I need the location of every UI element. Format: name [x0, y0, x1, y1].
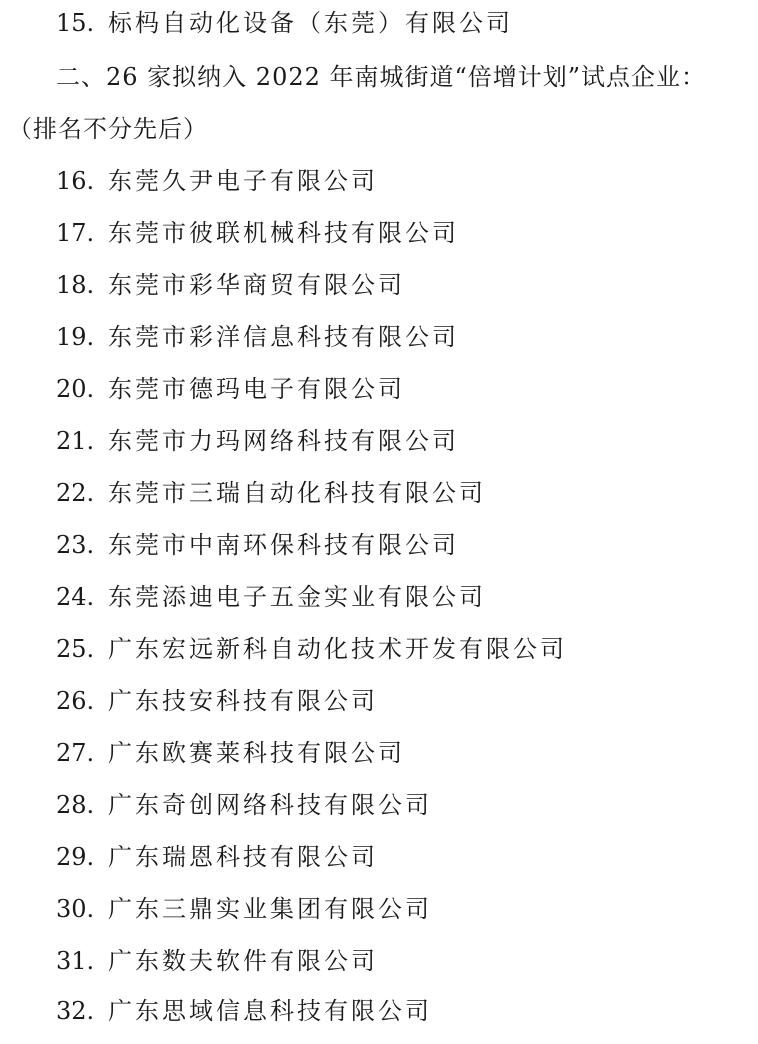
- company-name: 东莞市中南环保科技有限公司: [108, 531, 459, 559]
- item-number: 17.: [56, 219, 95, 247]
- list-item: [56, 946, 378, 976]
- company-name: 广东奇创网络科技有限公司: [108, 791, 432, 819]
- list-item: [56, 218, 459, 248]
- list-item: [56, 478, 486, 508]
- item-number: 25.: [56, 635, 95, 663]
- list-item: [56, 996, 432, 1026]
- section-subheading: （排名不分先后）: [8, 115, 208, 143]
- item-number: 26.: [56, 687, 95, 715]
- company-name: 东莞市力玛网络科技有限公司: [108, 427, 459, 455]
- list-item: [56, 166, 378, 196]
- item-number: 28.: [56, 791, 95, 819]
- list-item: [56, 634, 567, 664]
- list-item: [56, 270, 405, 300]
- item-number: 21.: [56, 427, 95, 455]
- company-name: 广东技安科技有限公司: [108, 687, 378, 715]
- company-name: 东莞市彼联机械科技有限公司: [108, 219, 459, 247]
- list-item: [56, 842, 378, 872]
- list-item: [56, 426, 459, 456]
- company-name: 东莞市彩洋信息科技有限公司: [108, 323, 459, 351]
- item-number: 27.: [56, 739, 95, 767]
- company-name: 东莞久尹电子有限公司: [108, 167, 378, 195]
- section-heading: 二、26 家拟纳入 2022 年南城街道“倍增计划”试点企业：: [56, 63, 707, 91]
- list-item: [56, 894, 432, 924]
- list-item: [56, 686, 378, 716]
- item-number: 23.: [56, 531, 95, 559]
- company-name: 东莞市德玛电子有限公司: [108, 375, 405, 403]
- item-number: 30.: [56, 895, 95, 923]
- company-name: 广东欧赛莱科技有限公司: [108, 739, 405, 767]
- company-name: 标杩自动化设备（东莞）有限公司: [108, 9, 513, 37]
- list-item: [56, 582, 486, 612]
- item-number: 19.: [56, 323, 95, 351]
- company-name: 广东数夫软件有限公司: [108, 947, 378, 975]
- company-name: 东莞市三瑞自动化科技有限公司: [108, 479, 486, 507]
- item-number: 32.: [56, 997, 95, 1025]
- item-number: 16.: [56, 167, 95, 195]
- company-name: 东莞添迪电子五金实业有限公司: [108, 583, 486, 611]
- company-name: 广东思域信息科技有限公司: [108, 997, 432, 1025]
- item-number: 29.: [56, 843, 95, 871]
- item-number: 31.: [56, 947, 95, 975]
- item-number: 20.: [56, 375, 95, 403]
- list-item: [56, 738, 405, 768]
- item-number: 15.: [56, 9, 95, 37]
- item-number: 24.: [56, 583, 95, 611]
- list-item: [56, 790, 432, 820]
- item-number: 22.: [56, 479, 95, 507]
- company-name: 广东宏远新科自动化技术开发有限公司: [108, 635, 567, 663]
- list-item: [56, 322, 459, 352]
- company-name: 广东瑞恩科技有限公司: [108, 843, 378, 871]
- item-number: 18.: [56, 271, 95, 299]
- list-item: [56, 374, 405, 404]
- company-name: 东莞市彩华商贸有限公司: [108, 271, 405, 299]
- list-item: [56, 8, 513, 38]
- company-name: 广东三鼎实业集团有限公司: [108, 895, 432, 923]
- list-item: [56, 530, 459, 560]
